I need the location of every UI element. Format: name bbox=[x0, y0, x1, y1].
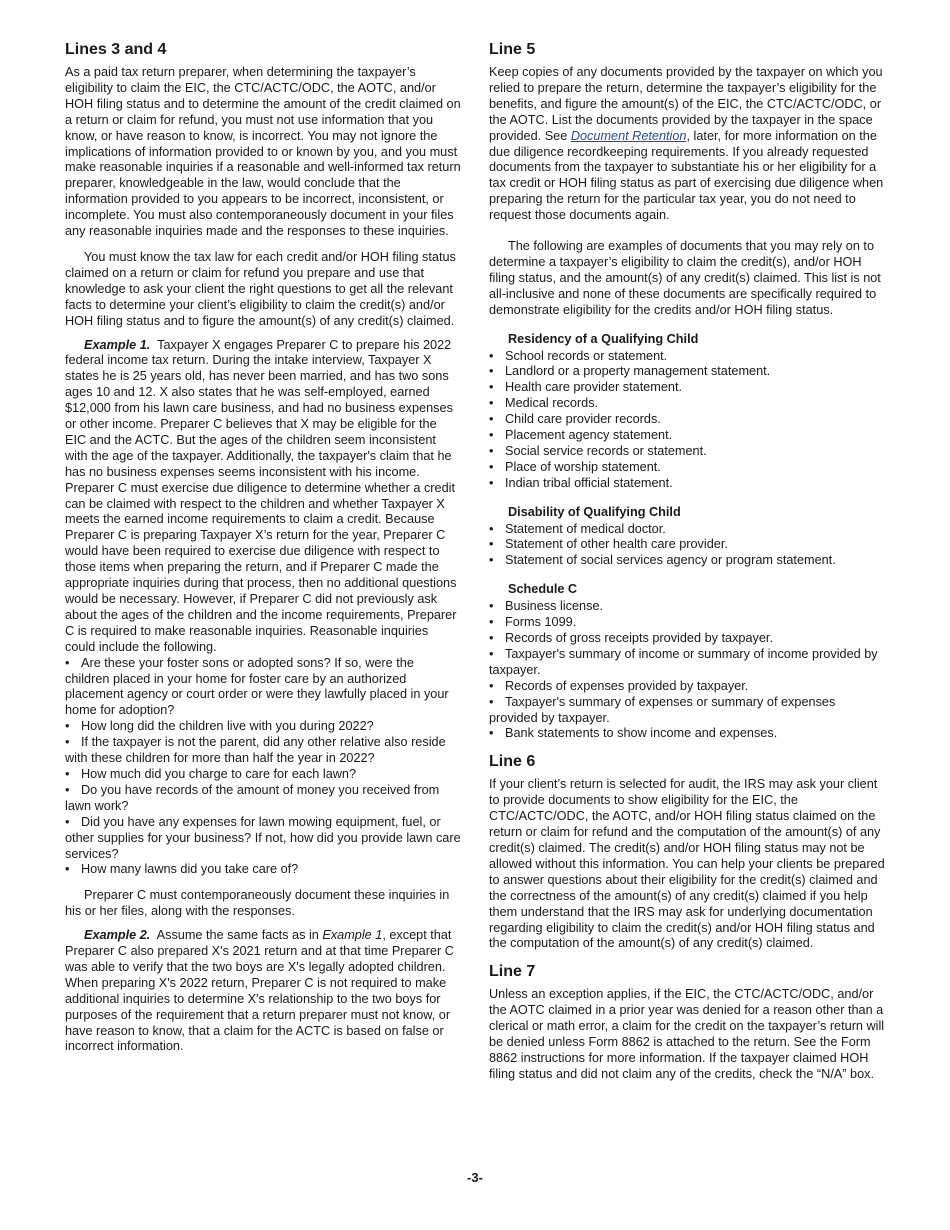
bullet-icon: • bbox=[489, 459, 494, 474]
example-1-paragraph bbox=[65, 338, 461, 656]
list-item: • Statement of medical doctor. bbox=[489, 521, 666, 536]
example-1-after-paragraph: Preparer C must contemporaneously document these inquiries in his or her files, along with the responses. bbox=[65, 888, 450, 919]
bullet-icon: • bbox=[489, 348, 494, 363]
right-column bbox=[489, 40, 887, 1083]
example-1-bullet-list bbox=[65, 656, 461, 879]
list-item: • Are these your foster sons or adopted sons? If so, were the children placed in your home for foster care by an authorized placement agency or court order or were they lawfully placed in your home for adoption? bbox=[65, 655, 449, 718]
page-number: -3- bbox=[467, 1170, 483, 1185]
list-item: • Place of worship statement. bbox=[489, 459, 661, 474]
list-item: • School records or statement. bbox=[489, 348, 668, 363]
schedule-c-list bbox=[489, 599, 887, 742]
line-6-paragraph: If your client’s return is selected for audit, the IRS may ask your client to provide documents to show eligibility for the EIC, the CTC/ACTC/ODC, the AOTC, and/or HOH filing status claimed on the return or claim for refund and the computation of the amount(s) of any credit(s) claimed. The credit(s) and/or HOH filing status may not be allowed without this information. You can help your clients be prepared to answer questions about their eligibility for the credit(s) claimed and the correctness of the amount(s) of any credit(s) claimed if you help them understand that the IRS may ask for underlying documentation regarding eligibility to claim the credit(s) and/or HOH filing status and the computation of the amount(s) of any credit(s) claimed. bbox=[489, 777, 885, 951]
residency-list bbox=[489, 349, 887, 492]
bullet-icon: • bbox=[489, 396, 494, 411]
list-item: • Business license. bbox=[489, 599, 604, 614]
list-item: • How many lawns did you take care of? bbox=[65, 862, 299, 877]
bullet-icon: • bbox=[65, 719, 70, 734]
example-1-reference: Example 1 bbox=[322, 928, 383, 943]
example-2-label: Example 2. bbox=[84, 928, 151, 943]
list-item: • Records of gross receipts provided by taxpayer. bbox=[489, 631, 773, 645]
disability-heading: Disability of Qualifying Child bbox=[508, 504, 681, 519]
example-2-paragraph: Example 2. Assume the same facts as in Example 1, except that Preparer C also prepared X's 2021 return and at that time Preparer C was able to verify that the two boys are X's legally adopted children. When preparing X's 2022 return, Preparer C is not required to make additional inquiries to determine X's relationship to the two boys for purposes of the requirement that a return preparer must not know, or have reason to know, that a claim for the ACTC is based on false or incorrect information. bbox=[65, 928, 454, 1054]
list-item: • Statement of social services agency or program statement. bbox=[489, 553, 836, 568]
bullet-icon: • bbox=[489, 615, 494, 630]
list-item: • Records of expenses provided by taxpayer. bbox=[489, 678, 749, 693]
list-item: • Health care provider statement. bbox=[489, 380, 683, 395]
left-column bbox=[65, 40, 461, 1055]
line-7-paragraph: Unless an exception applies, if the EIC, the CTC/ACTC/ODC, and/or the AOTC claimed in a prior year was denied for a reason other than a clerical or math error, a claim for the credit on the taxpayer’s return will be denied unless Form 8862 is attached to the return. See the Form 8862 instructions for more information. If the taxpayer claimed HOH filing status and did not claim any of the credits, check the “N/A” box. bbox=[489, 987, 885, 1081]
list-item: • Placement agency statement. bbox=[489, 428, 673, 443]
list-item: • Child care provider records. bbox=[489, 412, 661, 427]
list-item: • Bank statements to show income and expenses. bbox=[489, 726, 778, 741]
bullet-icon: • bbox=[489, 694, 494, 709]
bullet-icon: • bbox=[489, 631, 494, 645]
bullet-icon: • bbox=[489, 364, 494, 379]
bullet-icon: • bbox=[489, 521, 494, 536]
lines-3-4-paragraph-1: As a paid tax return preparer, when determining the taxpayer’s eligibility to claim the EIC, the CTC/ACTC/ODC, the AOTC, and/or HOH filing status and to determine the amount of the credit claimed on a return or claim for refund, you must not use information that you know, or have reason to know, is incorrect. You may not ignore the implications of information provided to or known by you, and you must make reasonable inquiries if a reasonable and well-informed tax return preparer, knowledgeable in the law, would conclude that the information provided to you appears to be incorrect, inconsistent, or incomplete. You must also contemporaneously document in your files any reasonable inquiries made and the responses to these inquiries. bbox=[65, 65, 461, 239]
list-item: • Taxpayer's summary of expenses or summary of expenses provided by taxpayer. bbox=[489, 694, 836, 725]
list-item: • Did you have any expenses for lawn mowing equipment, fuel, or other supplies for your business? If not, how did you provide lawn care services? bbox=[65, 814, 461, 861]
schedule-c-heading: Schedule C bbox=[508, 582, 578, 597]
example-1-text: Taxpayer X engages Preparer C to prepare his 2022 federal income tax return. During the intake interview, Taxpayer X states he is 25 years old, has never been married, and has two sons ages 10 and 12. X also states that he was self-employed, earned $12,000 from his lawn care business, and had no business expenses or other income. Preparer C believes that X may be eligible for the EIC and the ACTC. But the ages of the children seem inconsistent with the age of the taxpayer. Additionally, the taxpayer's claim that he has no business expenses seems inconsistent with his income. Preparer C must exercise due diligence to determine whether a credit can be claimed with respect to the children and whether Taxpayer X meets the earned income requirements to claim a credit. Because Preparer C is preparing Taxpayer X’s return for the year, Preparer C would have been required to exercise due diligence with respect to those items when preparing the return, and if Preparer C made the appropriate inquiries during that process, then no additional questions would be necessary. However, if Preparer C did not previously ask about the ages of the children and the income requirements, Preparer C is required to make reasonable inquiries. Reasonable inquiries could include the following. bbox=[65, 337, 457, 654]
list-item: • Do you have records of the amount of money you received from lawn work? bbox=[65, 782, 440, 813]
line-5-heading: Line 5 bbox=[489, 41, 536, 58]
bullet-icon: • bbox=[489, 553, 494, 568]
bullet-icon: • bbox=[489, 428, 494, 443]
bullet-icon: • bbox=[65, 655, 70, 670]
list-item: • Taxpayer's summary of income or summary of income provided by taxpayer. bbox=[489, 646, 878, 677]
bullet-icon: • bbox=[489, 380, 494, 395]
list-item: • Landlord or a property management statement. bbox=[489, 364, 771, 379]
list-item: • Statement of other health care provider. bbox=[489, 537, 728, 552]
line-5-paragraph-2: The following are examples of documents that you may rely on to determine a taxpayer’s eligibility to claim the credit(s), and/or HOH filing status, and the amount(s) of any credit(s) claimed. This list is not all-inclusive and none of these documents are specifically required to demonstrate eligibility for the credits and/or HOH filing status. bbox=[489, 239, 881, 317]
line-7-heading: Line 7 bbox=[489, 963, 536, 981]
lines-3-4-paragraph-2: You must know the tax law for each credit and/or HOH filing status claimed on a return or claim for refund you prepare and use that knowledge to ask your client the right questions to get all the relevant facts to determine your client’s eligibility to claim the credit(s) and/or HOH filing status and to figure the amount(s) of any credit(s) claimed. bbox=[65, 249, 456, 328]
bullet-icon: • bbox=[489, 412, 494, 427]
list-item: • If the taxpayer is not the parent, did any other relative also reside with these children for more than half the year in 2022? bbox=[65, 735, 446, 766]
line-6-heading: Line 6 bbox=[489, 753, 536, 771]
list-item: • Medical records. bbox=[489, 396, 599, 411]
bullet-icon: • bbox=[65, 862, 70, 877]
bullet-icon: • bbox=[489, 646, 494, 661]
bullet-icon: • bbox=[65, 782, 70, 797]
bullet-icon: • bbox=[489, 475, 494, 490]
list-item: • How long did the children live with you during 2022? bbox=[65, 719, 374, 734]
list-item: • How much did you charge to care for each lawn? bbox=[65, 766, 357, 781]
disability-list bbox=[489, 522, 887, 570]
list-item: • Social service records or statement. bbox=[489, 443, 707, 458]
list-item: • Indian tribal official statement. bbox=[489, 475, 673, 490]
bullet-icon: • bbox=[489, 599, 494, 614]
line-5-paragraph-1: Keep copies of any documents provided by the taxpayer on which you relied to prepare the return, determine the taxpayer’s eligibility for the benefits, and figure the amount(s) of the EIC, the CTC/ACTC/ODC, or the AOTC. List the documents provided by the taxpayer in the space provided. See Document Retention, later, for more information on the due diligence recordkeeping requirements. If you already requested documents from the taxpayer to substantiate his or her eligibility for a tax credit or HOH filing status as part of exercising due diligence when preparing the return for the particular tax year, you do not need to request those documents again. bbox=[489, 65, 884, 223]
bullet-icon: • bbox=[489, 726, 494, 741]
example-1-label: Example 1. bbox=[84, 337, 151, 352]
residency-heading: Residency of a Qualifying Child bbox=[508, 331, 699, 346]
bullet-icon: • bbox=[65, 735, 70, 750]
document-retention-link[interactable]: Document Retention bbox=[570, 128, 687, 143]
bullet-icon: • bbox=[65, 766, 70, 781]
bullet-icon: • bbox=[489, 537, 494, 552]
list-item: • Forms 1099. bbox=[489, 615, 577, 630]
bullet-icon: • bbox=[489, 678, 494, 693]
bullet-icon: • bbox=[65, 814, 70, 829]
bullet-icon: • bbox=[489, 443, 494, 458]
lines-3-4-heading: Lines 3 and 4 bbox=[65, 41, 167, 58]
